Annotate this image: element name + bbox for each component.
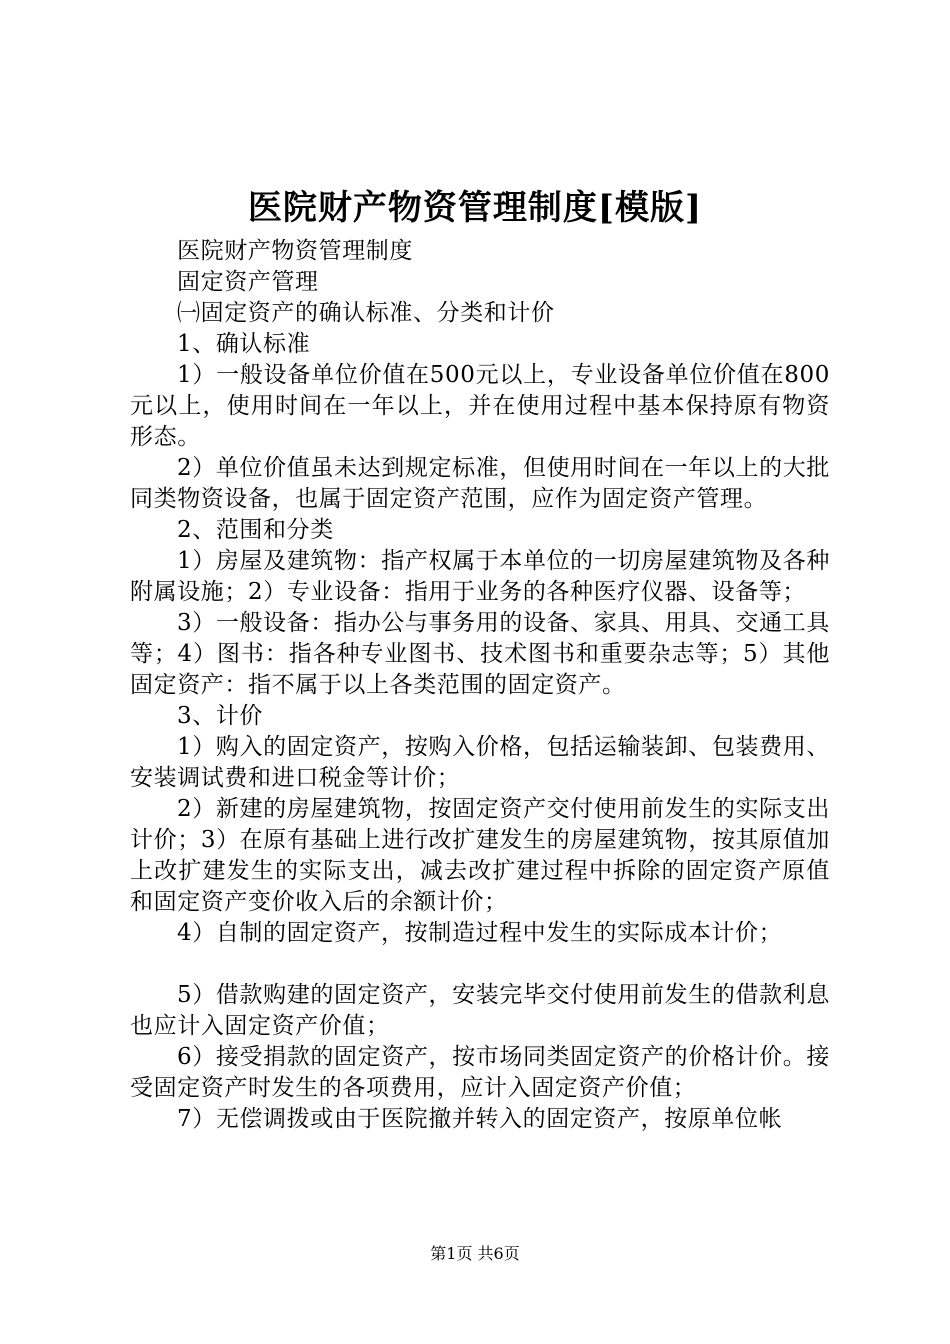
paragraph: 7）无偿调拨或由于医院撤并转入的固定资产，按原单位帐 [177,1106,783,1132]
paragraph: 1）购入的固定资产，按购入价格，包括运输装卸、包装费用、安装调试费和进口税金等计价； [130,734,830,791]
paragraph: 4）自制的固定资产，按制造过程中发生的实际成本计价； [177,920,783,946]
paragraph-item-heading: 1、确认标准 [177,331,311,357]
paragraph: 1）一般设备单位价值在500元以上，专业设备单位价值在800元以上，使用时间在一年以上，并在使用过程中基本保持原有物资形态。 [130,362,830,450]
page-number-footer: 第1页 共6页 [430,1244,520,1263]
paragraph: 2）单位价值虽未达到规定标准，但使用时间在一年以上的大批同类物资设备，也属于固定资产范围，应作为固定资产管理。 [130,455,830,512]
document-body [130,236,830,1135]
paragraph-subsection: ㈠固定资产的确认标准、分类和计价 [177,300,555,326]
paragraph-section: 固定资产管理 [177,269,319,295]
paragraph-heading: 医院财产物资管理制度 [177,238,413,264]
paragraph: 3）一般设备：指办公与事务用的设备、家具、用具、交通工具等；4）图书：指各种专业图书、技术图书和重要杂志等；5）其他固定资产：指不属于以上各类范围的固定资产。 [130,610,830,698]
paragraph-item-heading: 2、范围和分类 [177,517,334,543]
paragraph: 1）房屋及建筑物：指产权属于本单位的一切房屋建筑物及各种附属设施；2）专业设备：指用于业务的各种医疗仪器、设备等； [130,548,830,605]
paragraph: 5）借款购建的固定资产，安装完毕交付使用前发生的借款利息也应计入固定资产价值； [130,982,830,1039]
document-title: 医院财产物资管理制度[模版] [247,188,703,228]
paragraph: 6）接受捐款的固定资产，按市场同类固定资产的价格计价。接受固定资产时发生的各项费用，应计入固定资产价值； [130,1044,830,1101]
paragraph: 2）新建的房屋建筑物，按固定资产交付使用前发生的实际支出计价；3）在原有基础上进行改扩建发生的房屋建筑物，按其原值加上改扩建发生的实际支出，减去改扩建过程中拆除的固定资产原值和固定资产变价收入后的余额计价； [130,796,830,915]
paragraph-item-heading: 3、计价 [177,703,264,729]
blank-line [130,949,830,980]
